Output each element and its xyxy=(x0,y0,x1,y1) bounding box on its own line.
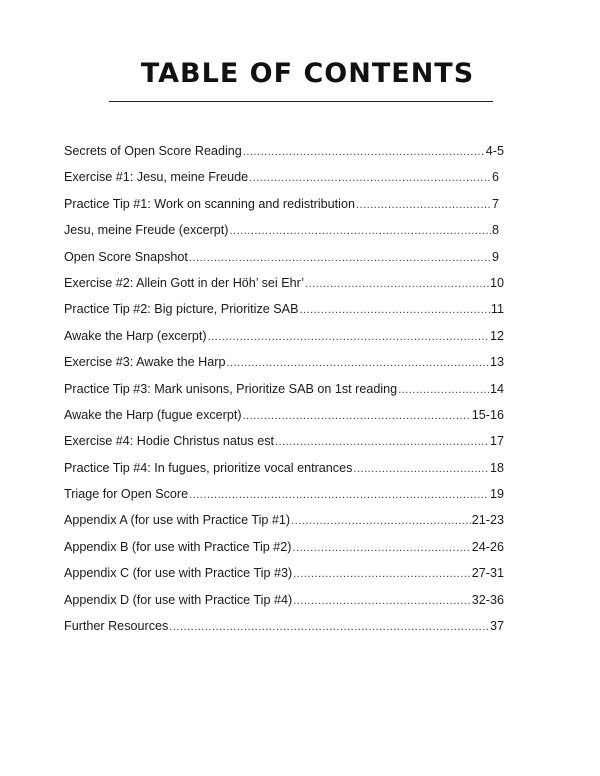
toc-dot-leader xyxy=(230,220,492,242)
toc-entry-label: Awake the Harp (fugue excerpt) xyxy=(64,407,242,422)
toc-entry-label: Triage for Open Score xyxy=(64,487,189,502)
toc-entry-page-number: 12 xyxy=(489,328,504,343)
toc-entry-page-number: 13 xyxy=(489,355,504,370)
toc-entry xyxy=(64,219,504,245)
toc-dot-leader xyxy=(293,563,471,585)
toc-dot-leader xyxy=(208,326,489,348)
toc-entry xyxy=(64,272,504,298)
toc-entry-page-number: 37 xyxy=(489,619,504,634)
toc-entry xyxy=(64,378,504,404)
toc-dot-leader xyxy=(275,431,489,453)
toc-dot-leader xyxy=(249,167,491,189)
toc-entry xyxy=(64,615,504,641)
toc-entry-label: Practice Tip #3: Mark unisons, Prioritize SAB on 1st reading xyxy=(64,381,398,396)
toc-entry-label: Awake the Harp (excerpt) xyxy=(64,328,207,343)
toc-dot-leader xyxy=(398,379,489,401)
toc-entry-page-number: 24-26 xyxy=(471,539,504,554)
toc-entry-label: Exercise #3: Awake the Harp xyxy=(64,355,226,370)
toc-entry-page-number: 15-16 xyxy=(471,407,504,422)
toc-dot-leader xyxy=(243,141,485,163)
toc-entry-page-number: 7 xyxy=(492,196,500,211)
toc-entry-page-number: 32-36 xyxy=(471,592,504,607)
toc-entry xyxy=(64,193,504,219)
toc-entry-page-number: 18 xyxy=(489,460,504,475)
toc-entry-label: Exercise #2: Allein Gott in der Höh’ sei Ehr’ xyxy=(64,275,305,290)
toc-entry-page-number: 8 xyxy=(492,223,500,238)
title-divider xyxy=(109,101,493,102)
toc-entry-label: Exercise #4: Hodie Christus natus est xyxy=(64,434,274,449)
toc-dot-leader xyxy=(226,352,489,374)
toc-entry-label: Further Resources xyxy=(64,619,169,634)
table-of-contents-list xyxy=(64,140,504,641)
toc-dot-leader xyxy=(189,247,491,269)
toc-entry-page-number: 19 xyxy=(489,487,504,502)
toc-entry-label: Exercise #1: Jesu, meine Freude xyxy=(64,170,249,185)
toc-entry xyxy=(64,140,504,166)
toc-entry-page-number: 17 xyxy=(489,434,504,449)
toc-entry-label: Appendix A (for use with Practice Tip #1) xyxy=(64,513,291,528)
toc-dot-leader xyxy=(243,405,471,427)
toc-entry-page-number: 4-5 xyxy=(485,144,504,158)
toc-entry-page-number: 14 xyxy=(489,381,504,396)
toc-entry xyxy=(64,589,504,615)
toc-entry xyxy=(64,298,504,324)
toc-entry xyxy=(64,246,504,272)
toc-entry-label: Practice Tip #2: Big picture, Prioritize SAB xyxy=(64,302,299,317)
toc-entry-page-number: 6 xyxy=(492,170,500,185)
page-title: TABLE OF CONTENTS xyxy=(140,58,475,89)
toc-entry xyxy=(64,430,504,456)
toc-dot-leader xyxy=(299,299,489,321)
toc-dot-leader xyxy=(293,537,471,559)
toc-entry xyxy=(64,457,504,483)
toc-entry-label: Appendix B (for use with Practice Tip #2) xyxy=(64,539,292,554)
toc-dot-leader xyxy=(353,458,489,480)
toc-entry-label: Appendix C (for use with Practice Tip #3) xyxy=(64,566,293,581)
toc-entry xyxy=(64,536,504,562)
toc-dot-leader xyxy=(169,616,489,638)
toc-dot-leader xyxy=(305,273,489,295)
toc-entry-page-number: 21-23 xyxy=(471,513,504,528)
toc-entry xyxy=(64,404,504,430)
toc-entry xyxy=(64,351,504,377)
toc-dot-leader xyxy=(293,590,471,612)
toc-entry xyxy=(64,509,504,535)
toc-entry-page-number: 10 xyxy=(489,275,504,290)
toc-entry xyxy=(64,483,504,509)
toc-dot-leader xyxy=(356,194,491,216)
toc-entry-label: Jesu, meine Freude (excerpt) xyxy=(64,223,229,238)
toc-entry-label: Appendix D (for use with Practice Tip #4) xyxy=(64,592,293,607)
toc-entry xyxy=(64,166,504,192)
toc-entry-label: Secrets of Open Score Reading xyxy=(64,144,242,158)
toc-entry-label: Practice Tip #1: Work on scanning and redistribution xyxy=(64,196,355,211)
toc-entry xyxy=(64,562,504,588)
toc-dot-leader xyxy=(291,510,471,532)
toc-entry-label: Practice Tip #4: In fugues, prioritize vocal entrances xyxy=(64,460,353,475)
toc-entry-page-number: 9 xyxy=(492,249,500,264)
toc-entry xyxy=(64,325,504,351)
toc-entry-label: Open Score Snapshot xyxy=(64,249,188,264)
toc-entry-page-number: 27-31 xyxy=(471,566,504,581)
toc-entry-page-number: 11 xyxy=(490,302,504,317)
toc-dot-leader xyxy=(189,484,489,506)
